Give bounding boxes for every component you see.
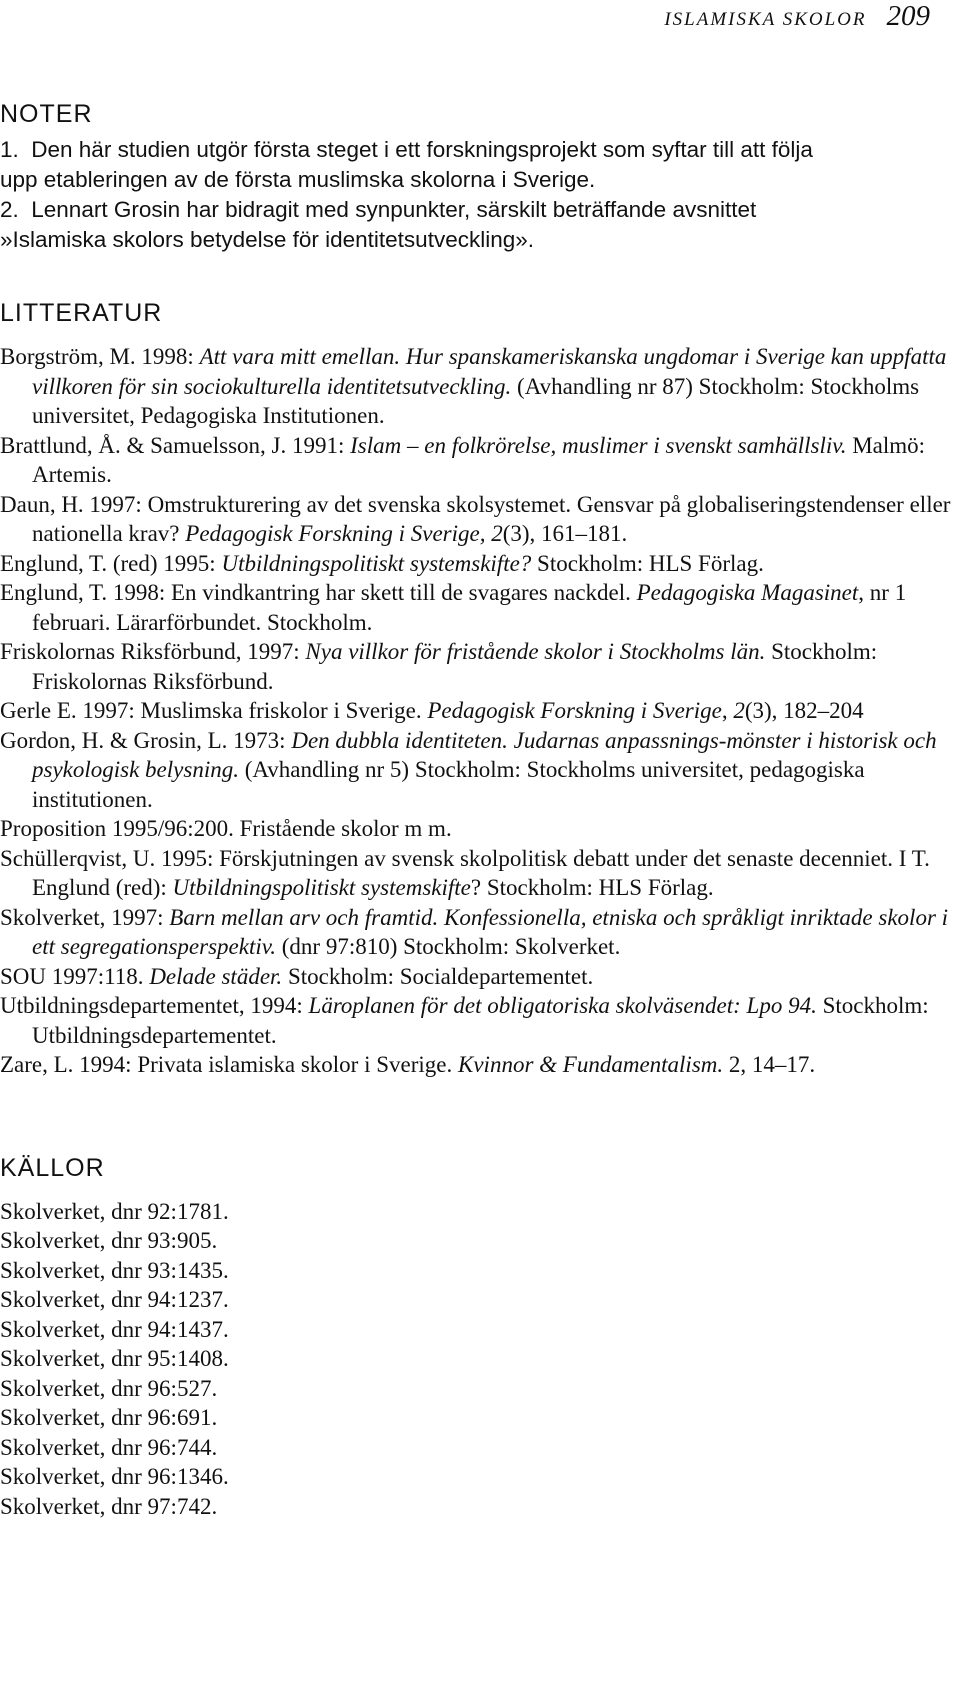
reference-text: (3), 161–181. [502,521,628,546]
source-item: Skolverket, dnr 97:742. [0,1493,218,1519]
running-head [664,0,930,36]
reference-text: SOU 1997:118. [0,963,150,989]
reference-text: Stockholm: Friskolornas Riksförbund. [32,639,878,694]
reference-text: Skolverket, 1997: [0,904,170,930]
reference-text: Stockholm: Utbildningsdepartementet. [32,993,929,1048]
notes-heading: NOTER [0,100,93,128]
reference-title: 2 [733,698,745,723]
reference-entry [0,637,955,696]
reference-text: (3), 182–204 [744,698,864,723]
reference-entry [0,726,955,815]
reference-text: ? Stockholm: HLS Förlag. [470,875,714,900]
notes-list [0,135,955,255]
reference-entry [0,696,955,726]
reference-text: (Avhandling nr 5) Stockholm: Stockholms universitet, pedagogiska institutionen. [32,757,865,812]
reference-entry [0,814,955,844]
reference-text: Stockholm: HLS Förlag. [531,550,764,576]
reference-title: Läroplanen för det obligatoriska skolväsendet: Lpo 94. [308,993,817,1018]
note-line: 1. Den här studien utgör första steget i ett forskningsprojekt som syftar till att följa [0,137,813,162]
reference-list [0,342,955,1080]
source-item: Skolverket, dnr 93:1435. [0,1257,229,1283]
reference-text: Zare, L. 1994: Privata islamiska skolor i Sverige. [0,1052,458,1077]
source-item: Skolverket, dnr 94:1237. [0,1287,229,1312]
reference-text: , [721,698,734,723]
reference-text: Stockholm: Socialdepartementet. [282,963,594,989]
reference-title: Barn mellan arv och framtid. Konfessionella, etniska och språkligt inriktade skolor i ett segregationsperspektiv. [32,904,949,959]
reference-text: 2, 14–17. [723,1052,816,1077]
reference-entry [0,991,955,1050]
sources-heading: KÄLLOR [0,1153,105,1182]
source-item: Skolverket, dnr 92:1781. [0,1198,229,1224]
reference-text: Utbildningsdepartementet, 1994: [0,993,309,1018]
reference-text: (Avhandling nr 87) Stockholm: Stockholms universitet, Pedagogiska Institutionen. [32,373,920,428]
reference-text: Schüllerqvist, U. 1995: Förskjutningen av svensk skolpolitisk debatt under det senaste decenniet. I T. Englund (red): [0,845,930,900]
source-item: Skolverket, dnr 94:1437. [0,1316,229,1342]
page-number: 209 [886,0,930,32]
literature-heading: LITTERATUR [0,299,163,327]
reference-title: Pedagogisk Forskning i Sverige, [185,521,486,546]
reference-entry [0,1050,955,1080]
source-item: Skolverket, dnr 96:527. [0,1375,218,1401]
reference-text: Friskolornas Riksförbund, 1997: [0,639,306,664]
reference-text: Proposition 1995/96:200. Fristående skolor m m. [0,816,452,841]
note-line: upp etableringen av de första muslimska skolorna i Sverige. [0,167,596,192]
source-item: Skolverket, dnr 96:1346. [0,1464,229,1489]
note-line: 2. Lennart Grosin har bidragit med synpunkter, särskilt beträffande avsnittet [0,197,757,222]
reference-title: Den dubbla identiteten. Judarnas anpassnings-mönster i historisk och psykologisk belysning. [32,727,937,782]
reference-text: Englund, T. 1998: En vindkantring har skett till de svagares nackdel. [0,580,637,605]
source-item: Skolverket, dnr 96:691. [0,1405,218,1430]
reference-title: Delade städer. [149,963,283,989]
reference-text: Malmö: Artemis. [32,432,926,487]
reference-title: Utbildningspolitiskt systemskifte [172,875,471,900]
reference-title: Utbildningspolitiskt systemskifte? [221,550,532,576]
reference-entry [0,431,955,490]
reference-entry [0,903,955,962]
reference-title: Pedagogiska Magasinet [636,580,859,605]
reference-text: Gordon, H. & Grosin, L. 1973: [0,727,292,753]
running-title: ISLAMISKA SKOLOR [664,9,867,30]
reference-text: Englund, T. (red) 1995: [0,550,222,576]
reference-text: Daun, H. 1997: Omstrukturering av det svenska skolsystemet. Gensvar på globaliseringstendenser eller nationella krav? [0,491,951,546]
reference-title: Kvinnor & Fundamentalism. [458,1052,724,1077]
reference-entry [0,490,955,549]
reference-text: , nr 1 februari. Lärarförbundet. Stockholm. [32,580,907,635]
note-line: »Islamiska skolors betydelse för identitetsutveckling». [0,227,535,252]
reference-entry [0,342,955,431]
source-item: Skolverket, dnr 96:744. [0,1434,218,1460]
reference-text: Gerle E. 1997: Muslimska friskolor i Sverige. [0,698,428,723]
page-body [0,100,955,1521]
reference-text: Borgström, M. 1998: [0,344,200,369]
reference-entry [0,578,955,637]
reference-entry [0,549,955,579]
sources-list [0,1197,955,1522]
reference-title: Nya villkor för fristående skolor i Stockholms län. [305,639,766,664]
reference-title: Pedagogisk Forskning i Sverige [427,698,722,723]
reference-title: Att vara mitt emellan. Hur spanskameriskanska ungdomar i Sverige kan uppfatta villkoren för sin sociokulturella identitetsutveckling. [32,344,947,399]
reference-title: Islam – en folkrörelse, muslimer i svenskt samhällsliv. [350,432,847,458]
reference-entry [0,844,955,903]
reference-title: 2 [491,521,503,546]
reference-entry [0,962,955,992]
reference-text: (dnr 97:810) Stockholm: Skolverket. [276,934,621,959]
source-item: Skolverket, dnr 95:1408. [0,1346,229,1371]
reference-text: Brattlund, Å. & Samuelsson, J. 1991: [0,432,351,458]
source-item: Skolverket, dnr 93:905. [0,1228,218,1253]
